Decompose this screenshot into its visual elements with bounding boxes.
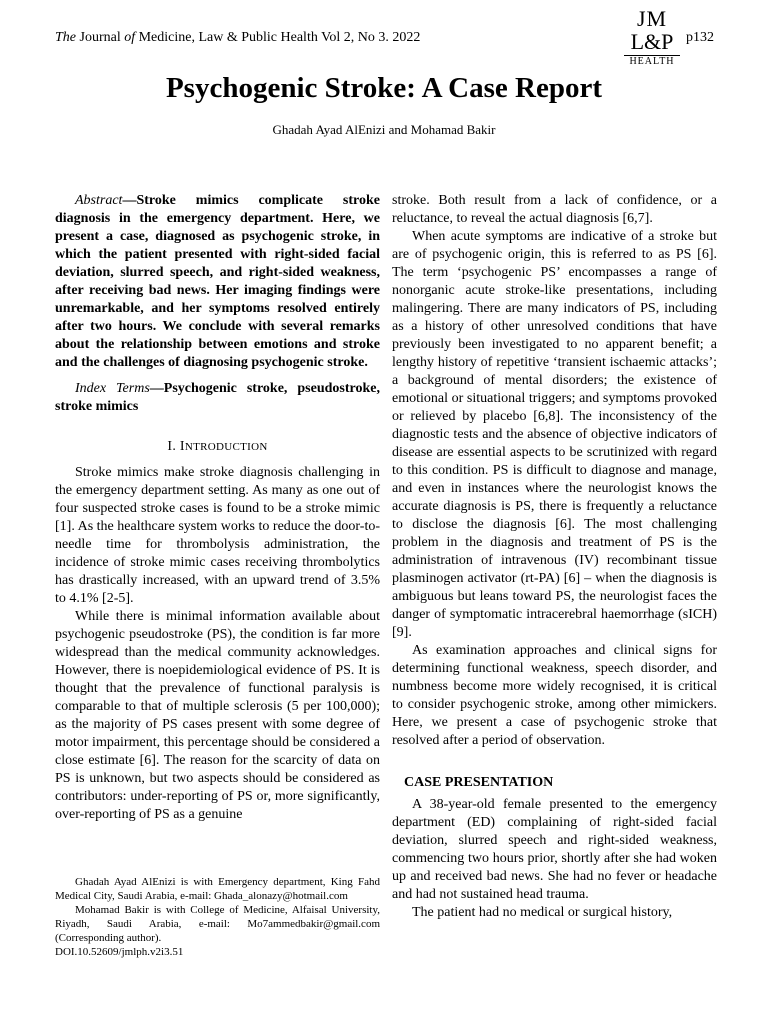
doi: DOI.10.52609/jmlph.v2i3.51 bbox=[55, 946, 184, 958]
abstract-text: —Stroke mimics complicate stroke diagnosis in the emergency department. Here, we present a case, diagnosed as psychogenic stroke, in which the patient presented with right-sided facial deviation, slurred speech, and right-sided weakness, after receiving bad news. Her imaging findings were unremarkable, and her symptoms resolved entirely after two hours. We conclude with several remarks about the relationship between emotions and stroke and the challenges of diagnosing psychogenic stroke. bbox=[55, 193, 380, 370]
right-column bbox=[392, 192, 717, 922]
running-head bbox=[55, 30, 420, 46]
journal-name-b: Medicine, Law & Public Health Vol 2, No 3. 2022 bbox=[135, 30, 421, 45]
intro-paragraph-2: While there is minimal information available about psychogenic pseudostroke (PS), the condition is far more widespread than the medical community acknowledges. However, there is noepidemiological evidence of PS. It is thought that the prevalence of functional paralysis is comparable to that of multiple sclerosis (5 per 100,000); as the majority of PS cases present with some degree of motor impairment, this percentage should be considered a close estimate [6]. The reason for the scarcity of data on PS is unknown, but two aspects should be considered as contributors: under-reporting of PS or, more significantly, over-reporting of PS as a genuine bbox=[55, 609, 380, 822]
index-terms bbox=[55, 380, 380, 416]
right-paragraph-2: When acute symptoms are indicative of a stroke but are of psychogenic origin, this is referred to as PS [6]. The term ‘psychogenic PS’ encompasses a range of nonorganic acute stroke-like presentations, including malingering. There are many indicators of PS, including as a history of other unresolved conditions that have previously been investigated to no apparent benefit; a lengthy history of repetitive ‘transient ischaemic attacks’; a background of mental disorders; the existence of emotional or situational triggers; and symptoms provoked or relieved by placebo [6,8]. The inconsistency of the diagnostic tests and the absence of objective indicators of disease are essential aspects to be scrutinized with regard to this condition. PS is difficult to diagnose and manage, and even in instances where the neurologist knows the accurate diagnosis is PS, there is frequently a reluctance to disclose the diagnosis [6]. The most challenging problem in the diagnosis and treatment of PS is the administration of intravenous (IV) recombinant tissue plasminogen activator (rt-PA) [6] – when the diagnosis is ambiguous but leans toward PS, the neurologist faces the danger of symptomatic intracerebral haemorrhage (sICH) [9]. bbox=[392, 229, 717, 640]
footnote-author-2: Mohamad Bakir is with College of Medicine, Alfaisal University, Riyadh, Saudi Arabia, e-mail: Mo7ammedbakir@gmail.com (Corresponding author). bbox=[55, 904, 380, 944]
footnote-author-1: Ghadah Ayad AlEnizi is with Emergency department, King Fahd Medical City, Saudi Arabia, e-mail: Ghada_alonazy@hotmail.com bbox=[55, 876, 380, 902]
index-terms-text: —Psychogenic stroke, pseudostroke, stroke mimics bbox=[55, 381, 380, 414]
right-paragraph-1: stroke. Both result from a lack of confidence, or a reluctance, to reveal the actual diagnosis [6,7]. bbox=[392, 193, 717, 226]
logo-line-3: HEALTH bbox=[624, 55, 680, 67]
right-paragraph-3: As examination approaches and clinical signs for determining functional weakness, speech disorder, and numbness become more widely recognised, it is critical to consider psychogenic stroke, among other mimickers. Here, we present a case of psychogenic stroke that resolved after a period of observation. bbox=[392, 643, 717, 748]
index-terms-lead: Index Terms bbox=[75, 381, 150, 396]
case-paragraph-1: A 38-year-old female presented to the emergency department (ED) complaining of right-sided facial deviation, slurred speech and right-sided weakness, commencing two hours prior, shortly after she had woken up and received bad news. She had no fever or headache and had not sustained head trauma. bbox=[392, 797, 717, 902]
journal-logo bbox=[624, 8, 680, 67]
abstract bbox=[55, 192, 380, 372]
logo-line-1: JM bbox=[636, 6, 668, 31]
case-presentation-heading: CASE PRESENTATION bbox=[404, 775, 554, 790]
section-title-rest: NTRODUCTION bbox=[184, 441, 268, 453]
page-number: p132 bbox=[686, 30, 714, 45]
left-column bbox=[55, 192, 380, 824]
intro-paragraph-1: Stroke mimics make stroke diagnosis challenging in the emergency department setting. As many as one out of four suspected stroke cases is found to be a stroke mimic [1]. As the healthcare system works to reduce the door-to-needle time for thrombolysis administration, the incidence of stroke mimic cases receiving thrombolytics has drastically increased, with an upward trend of 3.5% to 4.1% [2-5]. bbox=[55, 465, 380, 606]
journal-name-a: Journal bbox=[76, 30, 125, 45]
section-number: I. I bbox=[167, 439, 185, 454]
journal-of: of bbox=[124, 30, 136, 45]
author-footnotes bbox=[55, 875, 380, 959]
authors: Ghadah Ayad AlEnizi and Mohamad Bakir bbox=[272, 122, 496, 137]
logo-line-2: L&P bbox=[630, 29, 674, 54]
abstract-lead: Abstract bbox=[75, 193, 123, 208]
journal-the: The bbox=[55, 30, 76, 45]
case-paragraph-2: The patient had no medical or surgical history, bbox=[412, 905, 673, 920]
section-heading-introduction bbox=[55, 438, 380, 456]
paper-title: Psychogenic Stroke: A Case Report bbox=[165, 72, 603, 104]
